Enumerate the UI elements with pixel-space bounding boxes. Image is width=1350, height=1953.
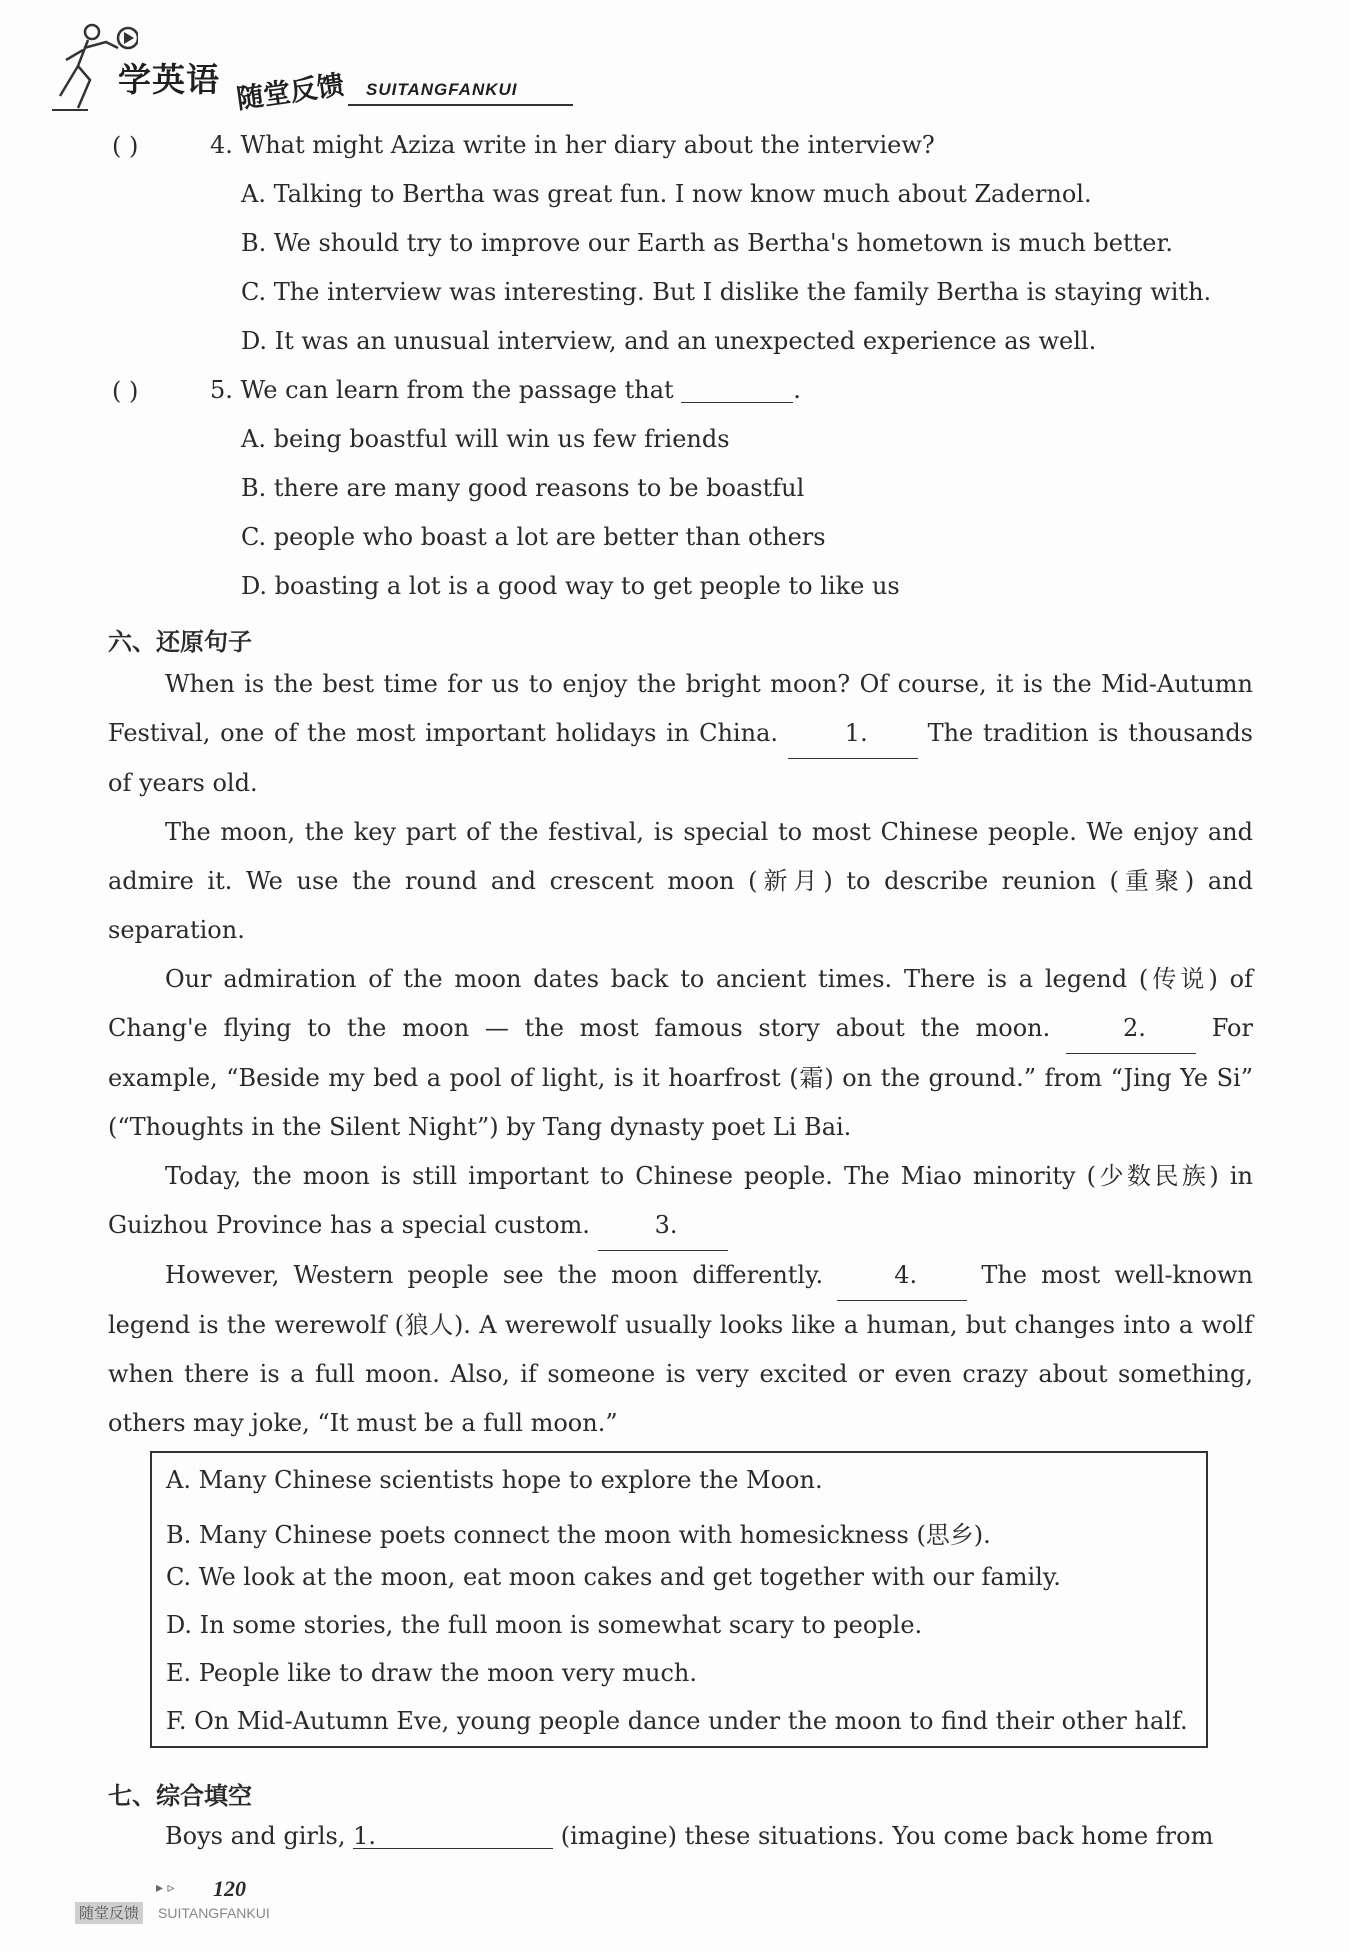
answer-blank-4[interactable] <box>837 1251 967 1301</box>
paragraph-text: However, Western people see the moon differently. <box>165 1261 824 1289</box>
paragraph-text: When is the best time for us to enjoy the bright moon? Of course, it is the Mid-Autumn Festival, one of the most important holidays in China. <box>108 670 1253 747</box>
paragraph-4 <box>108 1152 1253 1251</box>
page-header <box>48 18 568 118</box>
question-stem-end: . <box>793 376 801 404</box>
footer-arrows-icon: ▸ ▹ <box>156 1880 175 1896</box>
paragraph-1 <box>108 660 1253 808</box>
paragraph-3 <box>108 955 1253 1152</box>
sentence-options-box <box>150 1451 1208 1748</box>
answer-blank-3[interactable] <box>598 1201 728 1251</box>
answer-paren[interactable]: ( ) <box>112 132 139 160</box>
paragraph-text: Today, the moon is still important to Chinese people. The Miao minority (少数民族) in Guizhou Province has a special custom. <box>108 1162 1253 1239</box>
passage <box>108 660 1253 1448</box>
answer-paren[interactable]: ( ) <box>112 377 139 405</box>
answer-blank-2[interactable] <box>1066 1004 1196 1054</box>
blank-number: 2. <box>1123 1014 1146 1042</box>
header-title: 学英语 <box>118 60 220 99</box>
page-number: 120 <box>213 1876 246 1901</box>
header-subtitle: 随堂反馈 <box>234 69 347 116</box>
question-stem-text: 5. We can learn from the passage that <box>210 376 674 404</box>
paragraph-text: For example, “Beside my bed a pool of light, is it hoarfrost (霜) on the ground.” from “Jing Ye Si” (“Thoughts in the Silent Night”) by Tang dynasty poet Li Bai. <box>108 1014 1253 1141</box>
box-option-d: D. In some stories, the full moon is somewhat scary to people. <box>166 1611 923 1639</box>
cloze-text: (imagine) these situations. You come back home from <box>560 1822 1214 1850</box>
question-stem: 4. What might Aziza write in her diary about the interview? <box>210 131 935 159</box>
option-a: A. being boastful will win us few friends <box>241 425 730 453</box>
footer-badge: 随堂反馈 <box>75 1902 143 1924</box>
option-b: B. there are many good reasons to be boastful <box>241 474 805 502</box>
box-option-c: C. We look at the moon, eat moon cakes and get together with our family. <box>166 1563 1061 1591</box>
option-a: A. Talking to Bertha was great fun. I now know much about Zadernol. <box>241 180 1092 208</box>
answer-blank-1[interactable] <box>788 709 918 759</box>
footer-latin: SUITANGFANKUI <box>158 1905 270 1921</box>
answer-blank[interactable] <box>681 378 793 403</box>
box-option-b: B. Many Chinese poets connect the moon with homesickness (思乡). <box>166 1521 991 1549</box>
question-stem <box>210 378 801 403</box>
blank-number: 4. <box>894 1261 918 1289</box>
paragraph-text: The most well-known legend is the werewolf (狼人). A werewolf usually looks like a human, but changes into a wolf when there is a full moon. Also, if someone is very excited or even crazy about something, others may joke, “It must be a full moon.” <box>108 1261 1253 1437</box>
paragraph-text: The tradition is thousands of years old. <box>108 719 1254 797</box>
option-c: C. people who boast a lot are better than others <box>241 523 826 551</box>
option-d: D. It was an unusual interview, and an unexpected experience as well. <box>241 327 1097 355</box>
paragraph-2: The moon, the key part of the festival, is special to most Chinese people. We enjoy and admire it. We use the round and crescent moon (新月) to describe reunion (重聚) and separation. <box>108 818 1253 944</box>
blank-number: 1. <box>353 1822 377 1850</box>
cloze-line <box>165 1824 1213 1849</box>
paragraph-text: Our admiration of the moon dates back to ancient times. There is a legend (传说) of Chang'e flying to the moon — the most famous story about the moon. <box>108 965 1253 1042</box>
box-option-e: E. People like to draw the moon very much. <box>166 1659 697 1687</box>
option-b: B. We should try to improve our Earth as Bertha's hometown is much better. <box>241 229 1173 257</box>
cloze-text: Boys and girls, <box>165 1822 346 1850</box>
section-title-6: 六、还原句子 <box>108 628 252 656</box>
option-d: D. boasting a lot is a good way to get people to like us <box>241 572 900 600</box>
header-latin: SUITANGFANKUI <box>366 80 518 99</box>
option-c: C. The interview was interesting. But I dislike the family Bertha is staying with. <box>241 278 1212 306</box>
header-rule <box>348 104 573 106</box>
box-option-f: F. On Mid-Autumn Eve, young people dance under the moon to find their other half. <box>166 1707 1188 1735</box>
section-title-7: 七、综合填空 <box>108 1782 252 1810</box>
answer-blank-1[interactable] <box>353 1824 553 1849</box>
blank-number: 3. <box>654 1211 678 1239</box>
blank-number: 1. <box>844 719 868 747</box>
box-option-a: A. Many Chinese scientists hope to explore the Moon. <box>166 1466 823 1494</box>
paragraph-5 <box>108 1251 1253 1448</box>
